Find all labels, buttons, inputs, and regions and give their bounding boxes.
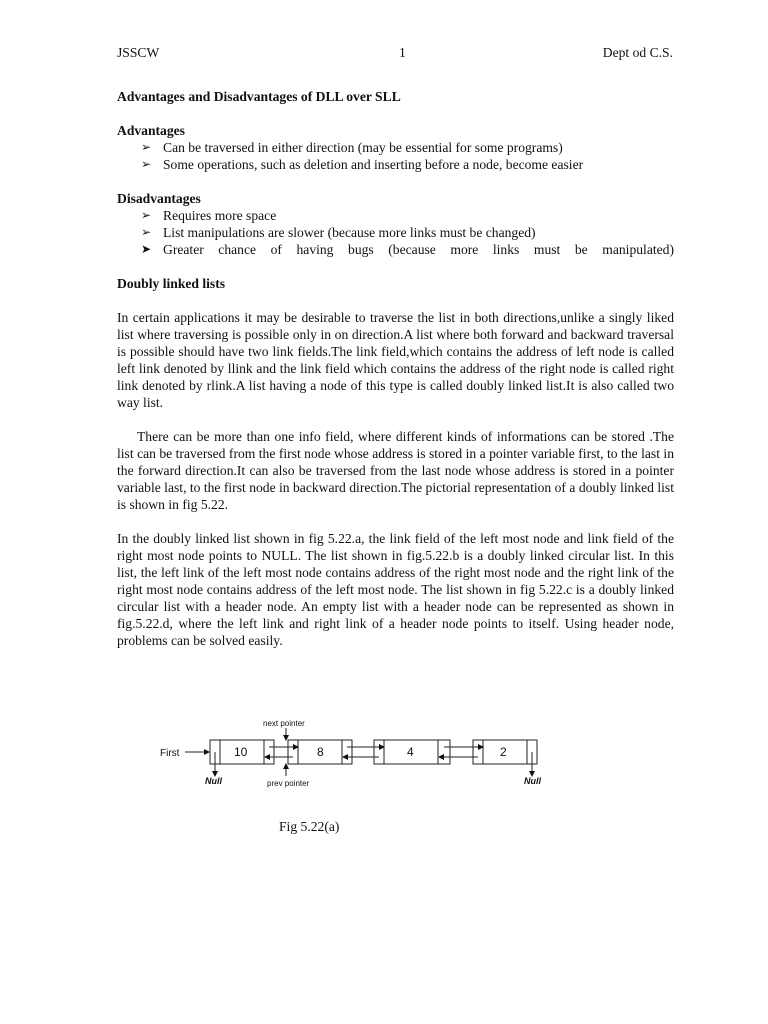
doubly-linked-list-figure [155, 716, 555, 796]
page-title: Advantages and Disadvantages of DLL over SLL [117, 89, 401, 104]
null-right-label: Null [524, 776, 541, 786]
node-value: 4 [407, 745, 414, 759]
advantages-list [117, 139, 674, 173]
header-right: Dept od C.S. [602, 45, 673, 60]
disadvantages-list [117, 207, 674, 258]
list-item: ➢ Some operations, such as deletion and inserting before a node, become easier [141, 157, 584, 172]
list-item: ➢ Can be traversed in either direction (may be essential for some programs) [141, 140, 563, 155]
paragraph-2: There can be more than one info field, where different kinds of informations can be stored .The list can be traversed from the first node whose address is stored in a pointer variable first, to the last in the forward direction.It can also be traversed from the last node whose address is stored in a pointer variable last, to the first node in backward direction.The pictorial representation of a doubly linked list is shown in fig 5.22. [117, 429, 674, 512]
main-content [117, 88, 674, 649]
list-item: ➤ Greater chance of having bugs (because more links must be manipulated) [141, 242, 674, 257]
dll-diagram [155, 716, 555, 796]
node-value: 10 [234, 745, 248, 759]
section-heading: Doubly linked lists [117, 276, 226, 291]
arrow-bullet-icon: ➢ [141, 225, 152, 239]
arrow-bullet-icon: ➢ [141, 157, 152, 171]
node-value: 2 [500, 745, 507, 759]
advantages-heading: Advantages [117, 123, 185, 138]
page-number: 1 [399, 45, 406, 60]
disadvantages-heading: Disadvantages [117, 191, 201, 206]
null-left-label: Null [205, 776, 222, 786]
list-item: ➢ Requires more space [141, 208, 277, 223]
arrow-bullet-icon: ➤ [141, 242, 152, 256]
header-left: JSSCW [117, 45, 160, 60]
next-pointer-label: next pointer [263, 719, 305, 728]
paragraph-1: In certain applications it may be desirable to traverse the list in both directions,unlike a singly liked list where traversing is possible only in on direction.A list where both forward and backward traversal is possible should have two link fields.The link field,which contains the address of left node is called left link denoted by llink and the link field which contains the address of the right node is called right link denoted by rlink.A list having a node of this type is called doubly linked list.It is also called two way list. [117, 310, 674, 410]
arrow-bullet-icon: ➢ [141, 208, 152, 222]
list-item: ➢ List manipulations are slower (because more links must be changed) [141, 225, 536, 240]
first-label: First [160, 748, 180, 759]
arrow-bullet-icon: ➢ [141, 140, 152, 154]
paragraph-3: In the doubly linked list shown in fig 5.22.a, the link field of the left most node and link field of the right most node points to NULL. The list shown in fig.5.22.b is a doubly linked circular list. In this list, the left link of the left most node contains address of the right most node and the right link of the right most node contains address of the left most node. The list shown in fig 5.22.c is a doubly linked circular list with a header node. An empty list with a header node can be represented as shown in fig.5.22.d, where the left link and right link of a header node points to itself. Using header node, problems can be solved easily. [117, 531, 674, 648]
figure-caption: Fig 5.22(a) [279, 819, 340, 834]
node-value: 8 [317, 745, 324, 759]
prev-pointer-label: prev pointer [267, 779, 310, 788]
